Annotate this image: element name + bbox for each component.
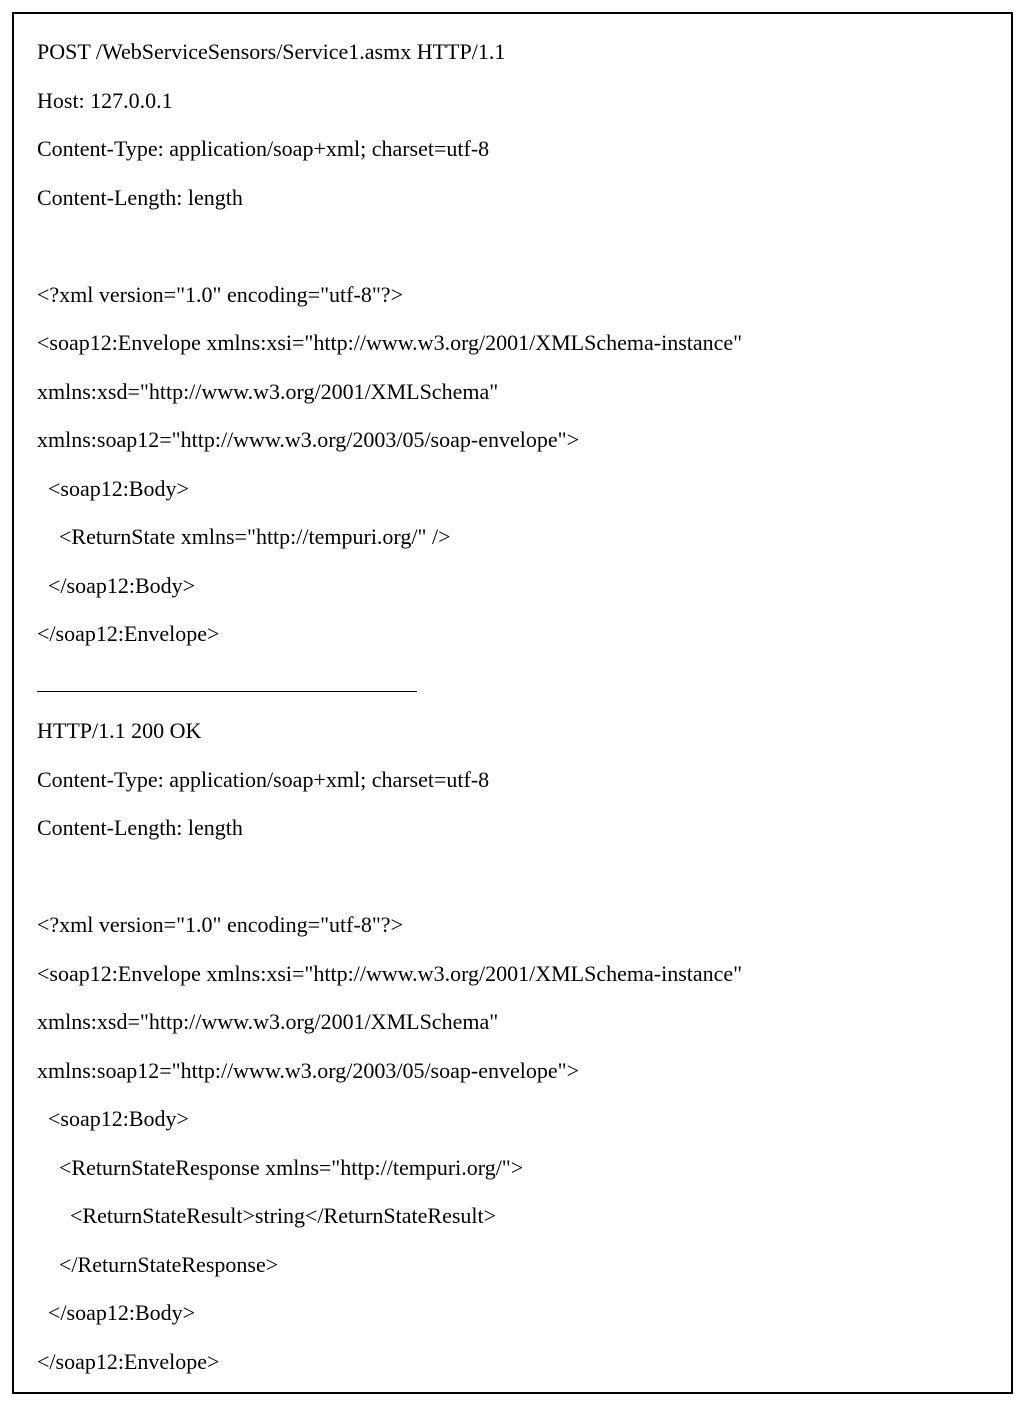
- request-line: Host: 127.0.0.1: [37, 87, 173, 113]
- response-line: <?xml version="1.0" encoding="utf-8"?>: [37, 912, 403, 937]
- response-line: xmlns:soap12="http://www.w3.org/2003/05/soap-envelope">: [37, 1057, 580, 1083]
- request-line: <?xml version="1.0" encoding="utf-8"?>: [37, 281, 403, 307]
- response-line: <ReturnStateResponse xmlns="http://tempuri.org/">: [37, 1154, 524, 1180]
- request-line: xmlns:soap12="http://www.w3.org/2003/05/soap-envelope">: [37, 427, 580, 452]
- request-block: [37, 28, 742, 659]
- request-line: Content-Type: application/soap+xml; charset=utf-8: [37, 136, 490, 161]
- response-line: <soap12:Body>: [37, 1106, 189, 1131]
- response-line: <ReturnStateResult>string</ReturnStateResult>: [37, 1203, 497, 1228]
- response-line: <soap12:Envelope xmlns:xsi="http://www.w3.org/2001/XMLSchema-instance": [37, 960, 743, 986]
- request-line: </soap12:Envelope>: [37, 621, 220, 646]
- response-line: [37, 853, 742, 902]
- response-line: Content-Type: application/soap+xml; charset=utf-8: [37, 766, 490, 792]
- request-line: <soap12:Body>: [37, 475, 189, 501]
- response-line: xmlns:xsd="http://www.w3.org/2001/XMLSchema": [37, 1009, 499, 1034]
- response-line: </ReturnStateResponse>: [37, 1251, 279, 1277]
- request-line: POST /WebServiceSensors/Service1.asmx HTTP/1.1: [37, 39, 506, 64]
- request-line: [37, 222, 742, 271]
- response-line: </soap12:Body>: [37, 1300, 196, 1325]
- response-block: [37, 707, 742, 1386]
- request-line: Content-Length: length: [37, 184, 243, 210]
- soap-example: [37, 28, 742, 1386]
- response-line: Content-Length: length: [37, 815, 243, 840]
- request-line: </soap12:Body>: [37, 572, 196, 598]
- response-line: </soap12:Envelope>: [37, 1348, 220, 1374]
- document-frame: [12, 12, 1013, 1394]
- request-line: <ReturnState xmlns="http://tempuri.org/" />: [37, 524, 451, 549]
- response-line: HTTP/1.1 200 OK: [37, 718, 202, 743]
- request-line: xmlns:xsd="http://www.w3.org/2001/XMLSchema": [37, 378, 499, 404]
- request-line: <soap12:Envelope xmlns:xsi="http://www.w3.org/2001/XMLSchema-instance": [37, 330, 743, 355]
- separator-line: [37, 659, 742, 708]
